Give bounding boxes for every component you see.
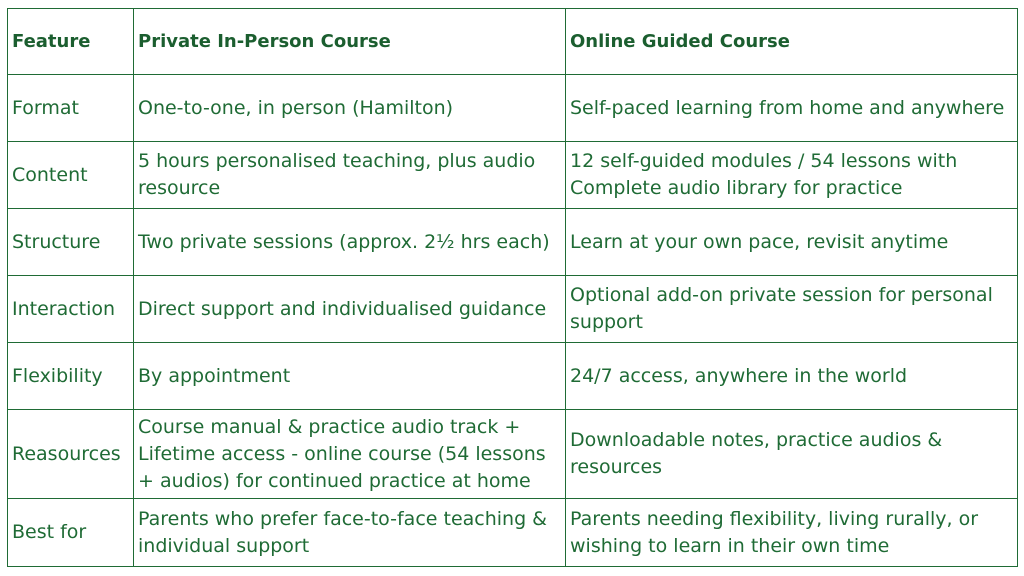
row-online-value: 24/7 access, anywhere in the world <box>566 343 1018 410</box>
table-row <box>8 410 1018 499</box>
row-online-value: Learn at your own pace, revisit anytime <box>566 209 1018 276</box>
row-private-value: One-to-one, in person (Hamilton) <box>134 75 566 142</box>
row-private-value: Direct support and individualised guidance <box>134 276 566 343</box>
row-online-value: Parents needing flexibility, living rurally, or wishing to learn in their own time <box>566 499 1018 567</box>
row-private-value: Two private sessions (approx. 2½ hrs each) <box>134 209 566 276</box>
table-row <box>8 499 1018 567</box>
row-feature-label: Flexibility <box>8 343 134 410</box>
table-row <box>8 75 1018 142</box>
table-header-row <box>8 9 1018 75</box>
row-feature-label: Reasources <box>8 410 134 499</box>
row-private-value: By appointment <box>134 343 566 410</box>
table-row <box>8 142 1018 209</box>
header-private-course: Private In-Person Course <box>134 9 566 75</box>
comparison-table <box>7 8 1018 567</box>
row-online-value: Optional add-on private session for personal support <box>566 276 1018 343</box>
row-feature-label: Interaction <box>8 276 134 343</box>
row-feature-label: Best for <box>8 499 134 567</box>
row-online-value: Self-paced learning from home and anywhere <box>566 75 1018 142</box>
table-row <box>8 276 1018 343</box>
table-row <box>8 343 1018 410</box>
row-private-value: Parents who prefer face-to-face teaching & individual support <box>134 499 566 567</box>
table-row <box>8 209 1018 276</box>
row-private-value: 5 hours personalised teaching, plus audio resource <box>134 142 566 209</box>
row-online-value: Downloadable notes, practice audios & resources <box>566 410 1018 499</box>
row-feature-label: Structure <box>8 209 134 276</box>
row-private-value: Course manual & practice audio track + Lifetime access - online course (54 lessons + audios) for continued practice at home <box>134 410 566 499</box>
row-feature-label: Format <box>8 75 134 142</box>
row-online-value: 12 self-guided modules / 54 lessons with Complete audio library for practice <box>566 142 1018 209</box>
row-feature-label: Content <box>8 142 134 209</box>
header-feature: Feature <box>8 9 134 75</box>
header-online-course: Online Guided Course <box>566 9 1018 75</box>
